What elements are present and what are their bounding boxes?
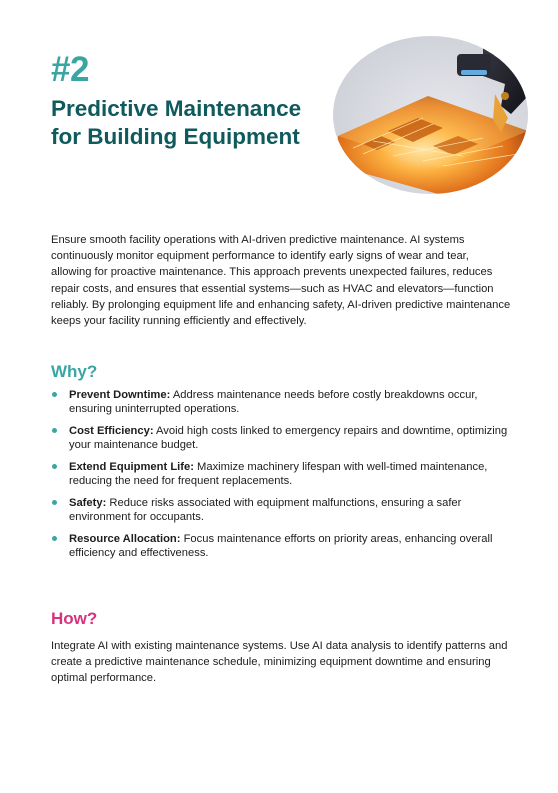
how-heading: How?: [51, 609, 98, 628]
why-heading: Why?: [51, 362, 98, 381]
page-title-line-1: Predictive Maintenance: [51, 96, 302, 121]
bullet-icon: [52, 428, 57, 433]
page-title: [51, 95, 331, 151]
list-item: [51, 496, 511, 524]
list-item-label: Extend Equipment Life:: [69, 460, 194, 473]
list-item: [51, 424, 511, 452]
list-item: [51, 388, 511, 416]
bullet-icon: [52, 500, 57, 505]
list-item-text: Reduce risks associated with equipment malfunctions, ensuring a safer environment for occupants.: [69, 496, 462, 523]
bullet-icon: [52, 464, 57, 469]
list-item-text: Address maintenance needs before costly breakdowns occur, ensuring uninterrupted operations.: [69, 389, 478, 416]
list-item-text: Avoid high costs linked to emergency repairs and downtime, optimizing your maintenance budget.: [69, 424, 508, 452]
intro-paragraph: Ensure smooth facility operations with AI-driven predictive maintenance. AI systems continuously monitor equipment performance to identify early signs of wear and tear, allowing for proactive maintenance. This approach prevents unexpected failures, reduces repair costs, and ensures that essential systems—such as HVAC and elevators—function reliably. By prolonging equipment life and enhancing safety, AI-driven predictive maintenance keeps your facility running efficiently and effectively.: [51, 234, 511, 328]
bullet-icon: [52, 392, 57, 397]
section-number: #2: [51, 50, 89, 89]
list-item-label: Cost Efficiency:: [69, 424, 154, 437]
bullet-icon: [52, 536, 57, 541]
list-item-text: Focus maintenance efforts on priority areas, enhancing overall efficiency and effectiveness.: [69, 532, 493, 559]
list-item: [51, 532, 511, 560]
circuit-board-robot-arm-image: [333, 36, 528, 194]
page-title-line-2: for Building Equipment: [51, 124, 300, 149]
why-list: [51, 388, 511, 568]
how-paragraph: Integrate AI with existing maintenance systems. Use AI data analysis to identify patterns and create a predictive maintenance schedule, minimizing equipment downtime and ensuring optimal performance.: [51, 640, 508, 685]
list-item-label: Resource Allocation:: [69, 532, 181, 545]
list-item: [51, 460, 511, 488]
list-item-label: Prevent Downtime:: [69, 389, 171, 401]
list-item-label: Safety:: [69, 496, 107, 509]
list-item-text: Maximize machinery lifespan with well-timed maintenance, reducing the need for frequent replacements.: [69, 460, 488, 488]
